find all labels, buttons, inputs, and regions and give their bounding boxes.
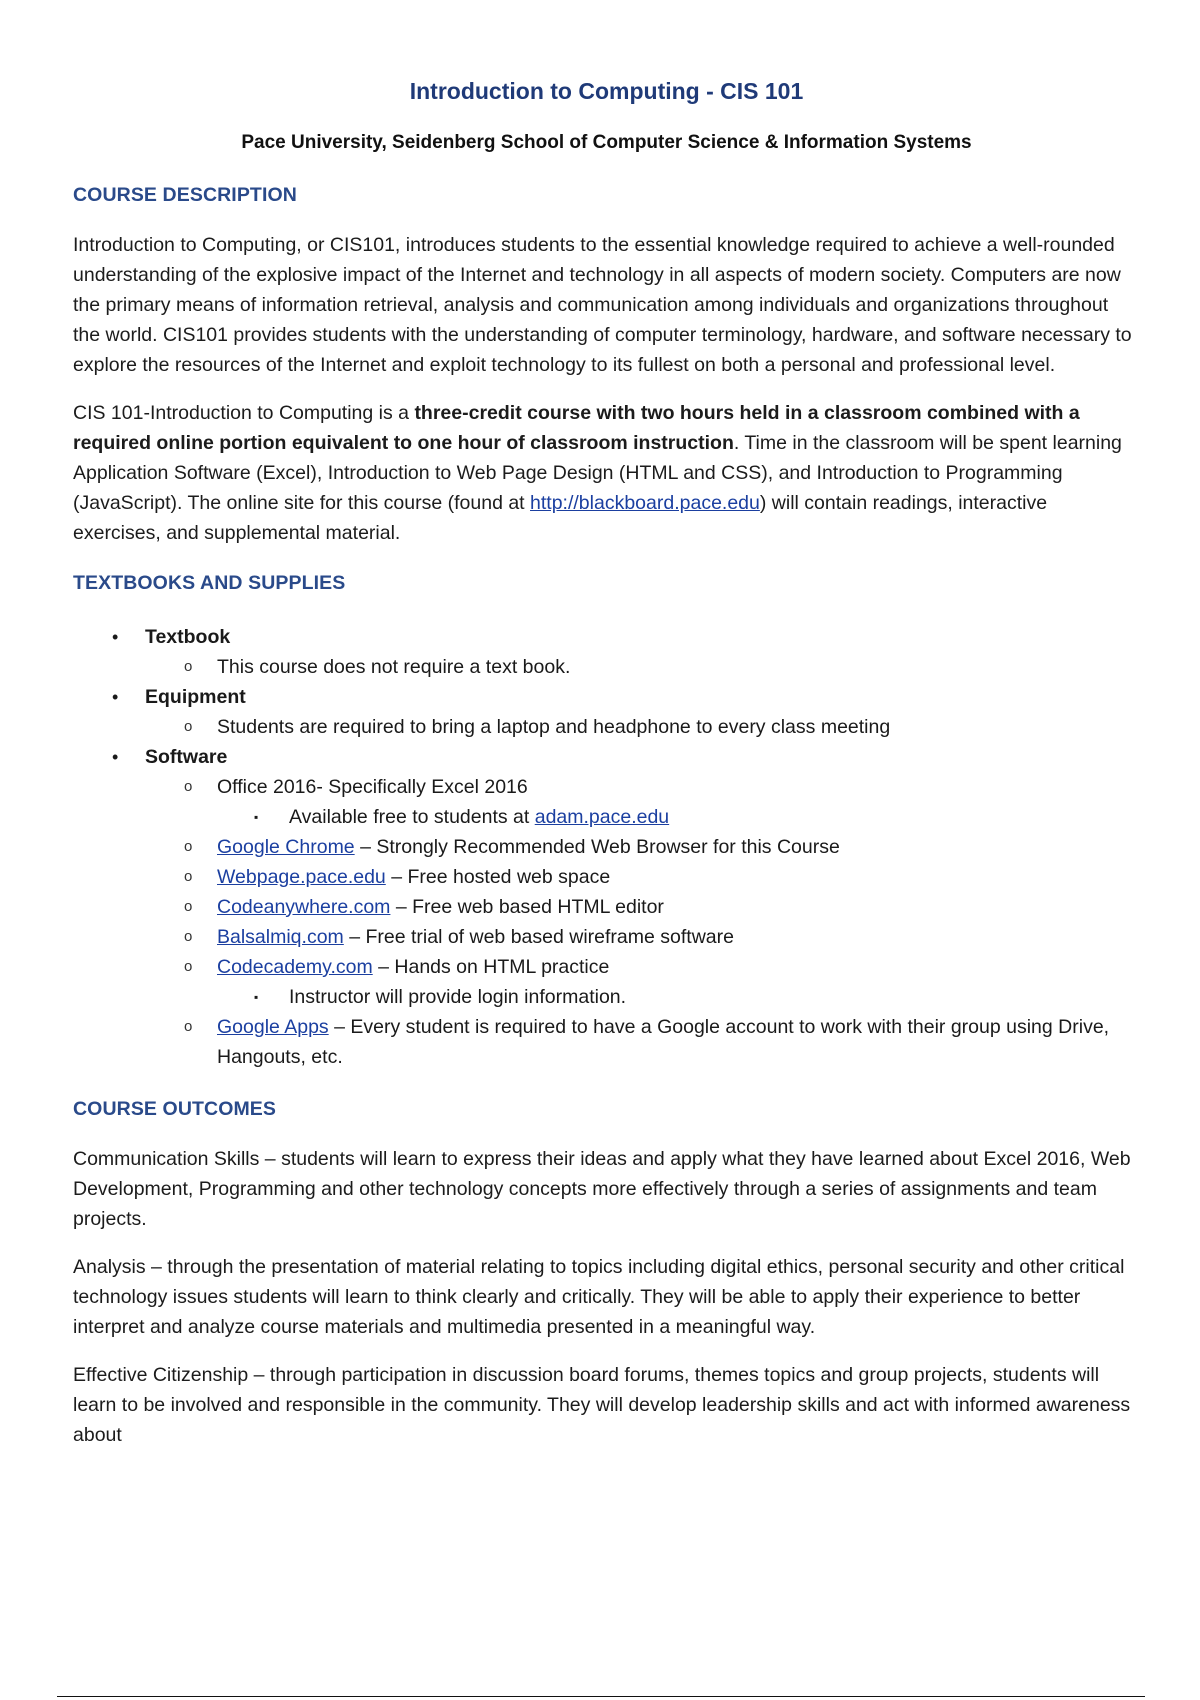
- course-outcomes-heading: COURSE OUTCOMES: [73, 1098, 277, 1120]
- google-apps-link[interactable]: Google Apps: [217, 1016, 329, 1038]
- course-description-paragraph-1: Introduction to Computing, or CIS101, introduces students to the essential knowledge required to achieve a well-rounded understanding of the explosive impact of the Internet and technology in all aspects of modern society. Computers are now the primary means of information retrieval, analysis and communication among individuals and organizations throughout the world. CIS101 provides students with the understanding of computer terminology, hardware, and software necessary to explore the resources of the Internet and exploit technology to its fullest on both a personal and professional level.: [73, 234, 1132, 376]
- page-title: Introduction to Computing - CIS 101: [409, 78, 804, 104]
- codecademy-sublist: [217, 982, 1140, 1012]
- blackboard-link[interactable]: http://blackboard.pace.edu: [530, 492, 760, 514]
- bullet-icon: •: [112, 627, 119, 647]
- list-item-textbook: [73, 622, 1140, 682]
- webpage-description: – Free hosted web space: [385, 866, 611, 888]
- page-subtitle: Pace University, Seidenberg School of Computer Science & Information Systems: [241, 132, 972, 153]
- list-item: [145, 862, 1140, 892]
- chrome-description: – Strongly Recommended Web Browser for this Course: [354, 836, 840, 858]
- bullet-icon: •: [112, 687, 119, 707]
- paragraph-text: . Time in the classroom will be spent learning Application Software (Excel), Introduction to Web Page Design (HTML and CSS), and Introduction to Programming (JavaScript). The online site for this course (found at: [73, 432, 1122, 514]
- codecademy-link[interactable]: Codecademy.com: [217, 956, 373, 978]
- list-item: [145, 922, 1140, 952]
- codeanywhere-link[interactable]: Codeanywhere.com: [217, 896, 391, 918]
- circle-bullet-icon: o: [184, 1018, 193, 1035]
- software-sublist: [145, 772, 1140, 1072]
- paragraph-text: ) will contain readings, interactive exercises, and supplemental material.: [73, 492, 1048, 544]
- square-bullet-icon: ▪: [254, 810, 259, 824]
- bullet-icon: •: [112, 747, 119, 767]
- outcome-analysis: Analysis – through the presentation of material relating to topics including digital ethics, personal security and other critical technology issues students will learn to think clearly and critically. They will be able to apply their experience to better interpret and analyze course materials and multimedia presented in a meaningful way.: [73, 1256, 1125, 1338]
- codeanywhere-description: – Free web based HTML editor: [390, 896, 664, 918]
- circle-bullet-icon: o: [184, 958, 193, 975]
- circle-bullet-icon: o: [184, 928, 193, 945]
- circle-bullet-icon: o: [184, 838, 193, 855]
- circle-bullet-icon: o: [184, 898, 193, 915]
- codecademy-description: – Hands on HTML practice: [372, 956, 610, 978]
- square-bullet-icon: ▪: [254, 990, 259, 1004]
- list-item: [145, 952, 1140, 1012]
- list-item: [145, 832, 1140, 862]
- course-description-heading: COURSE DESCRIPTION: [73, 184, 297, 206]
- course-description-paragraph-2: [73, 398, 1140, 548]
- paragraph-bold-text: three-credit course with two hours held in a classroom combined with a required online portion equivalent to one hour of classroom instruction: [73, 402, 1080, 454]
- list-item-software: [73, 742, 1140, 1072]
- textbook-label: Textbook: [145, 626, 231, 648]
- list-item: [145, 1012, 1140, 1072]
- google-chrome-link[interactable]: Google Chrome: [217, 836, 355, 858]
- textbook-sublist: [145, 652, 1140, 682]
- outcome-citizenship: Effective Citizenship – through participation in discussion board forums, themes topics and group projects, students will learn to be involved and responsible in the community. They will develop leadership skills and act with informed awareness about: [73, 1364, 1131, 1446]
- circle-bullet-icon: o: [184, 778, 193, 795]
- paragraph-text: CIS 101-Introduction to Computing is a: [73, 402, 415, 424]
- google-apps-description: – Every student is required to have a Google account to work with their group using Drive, Hangouts, etc.: [217, 1016, 1110, 1068]
- outcome-communication: Communication Skills – students will learn to express their ideas and apply what they have learned about Excel 2016, Web Development, Programming and other technology concepts more effectively through a series of assignments and team projects.: [73, 1148, 1131, 1230]
- office-sublist: [217, 802, 1140, 832]
- list-item: [217, 982, 1140, 1012]
- circle-bullet-icon: o: [184, 868, 193, 885]
- equipment-label: Equipment: [145, 686, 246, 708]
- circle-bullet-icon: o: [184, 658, 193, 675]
- supplies-list: [73, 622, 1140, 1072]
- list-item: [145, 772, 1140, 832]
- office-item-text: Office 2016- Specifically Excel 2016: [217, 776, 528, 798]
- webpage-pace-link[interactable]: Webpage.pace.edu: [217, 866, 386, 888]
- textbook-item-text: This course does not require a text book.: [217, 656, 571, 678]
- list-item: [145, 712, 1140, 742]
- software-label: Software: [145, 746, 228, 768]
- balsamiq-description: – Free trial of web based wireframe software: [343, 926, 734, 948]
- codecademy-sub-text: Instructor will provide login information.: [289, 986, 627, 1008]
- office-sub-text: Available free to students at: [289, 806, 535, 828]
- textbooks-heading: TEXTBOOKS AND SUPPLIES: [73, 572, 346, 594]
- equipment-sublist: [145, 712, 1140, 742]
- list-item: [145, 652, 1140, 682]
- balsamiq-link[interactable]: Balsalmiq.com: [217, 926, 344, 948]
- circle-bullet-icon: o: [184, 718, 193, 735]
- list-item: [217, 802, 1140, 832]
- page-bottom-rule: [57, 1696, 1145, 1697]
- equipment-item-text: Students are required to bring a laptop and headphone to every class meeting: [217, 716, 891, 738]
- list-item-equipment: [73, 682, 1140, 742]
- adam-pace-link[interactable]: adam.pace.edu: [534, 806, 670, 828]
- list-item: [145, 892, 1140, 922]
